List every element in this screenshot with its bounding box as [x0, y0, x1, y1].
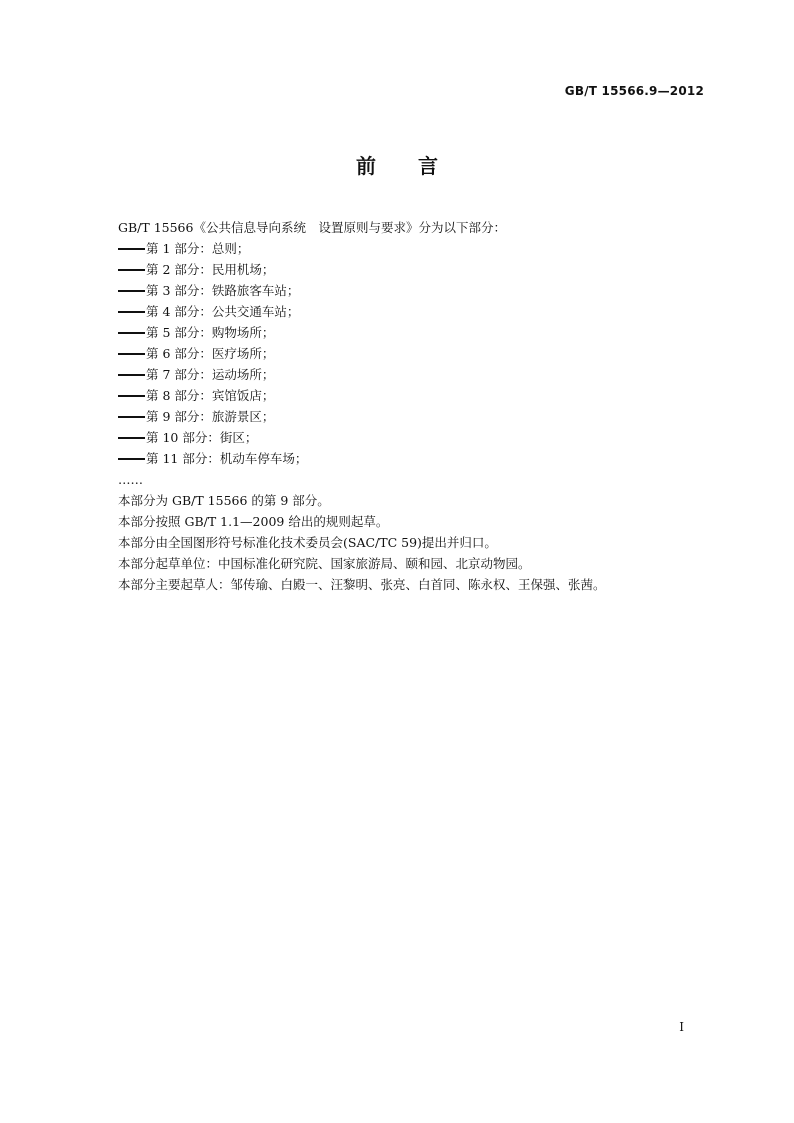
part-label: 第 4 部分：公共交通车站；: [146, 304, 300, 319]
em-dash-mark: [118, 374, 145, 376]
part-item: [118, 448, 718, 469]
part-item: [118, 343, 718, 364]
foreword-body: [118, 217, 718, 595]
part-label: 第 11 部分：机动车停车场；: [146, 451, 308, 466]
part-item: [118, 385, 718, 406]
standard-code: GB/T 15566.9—2012: [564, 84, 704, 98]
paragraph-drafting-units: 本部分起草单位：中国标准化研究院、国家旅游局、颐和园、北京动物园。: [118, 556, 531, 571]
em-dash-mark: [118, 269, 145, 271]
part-item: [118, 427, 718, 448]
page-number: I: [679, 1020, 684, 1034]
ellipsis: ……: [118, 472, 143, 487]
em-dash-mark: [118, 332, 145, 334]
page-title: [0, 150, 794, 179]
paragraph-part-statement: 本部分为 GB/T 15566 的第 9 部分。: [118, 493, 330, 508]
part-item: [118, 406, 718, 427]
em-dash-mark: [118, 458, 145, 460]
em-dash-mark: [118, 395, 145, 397]
part-label: 第 2 部分：民用机场；: [146, 262, 275, 277]
intro-paragraph: GB/T 15566《公共信息导向系统 设置原则与要求》分为以下部分：: [118, 220, 506, 235]
part-label: 第 3 部分：铁路旅客车站；: [146, 283, 300, 298]
paragraph-drafters: 本部分主要起草人：邹传瑜、白殿一、汪黎明、张亮、白首同、陈永权、王保强、张茜。: [118, 577, 606, 592]
part-item: [118, 259, 718, 280]
title-char-1: 前: [356, 154, 376, 178]
paragraph-committee: 本部分由全国图形符号标准化技术委员会(SAC/TC 59)提出并归口。: [118, 535, 497, 550]
paragraph-drafting-rules: 本部分按照 GB/T 1.1—2009 给出的规则起草。: [118, 514, 389, 529]
part-label: 第 7 部分：运动场所；: [146, 367, 275, 382]
em-dash-mark: [118, 248, 145, 250]
em-dash-mark: [118, 290, 145, 292]
part-item: [118, 364, 718, 385]
em-dash-mark: [118, 416, 145, 418]
part-label: 第 1 部分：总则；: [146, 241, 250, 256]
part-item: [118, 238, 718, 259]
part-label: 第 6 部分：医疗场所；: [146, 346, 275, 361]
em-dash-mark: [118, 311, 145, 313]
em-dash-mark: [118, 437, 145, 439]
part-item: [118, 322, 718, 343]
part-label: 第 8 部分：宾馆饭店；: [146, 388, 275, 403]
title-char-2: 言: [418, 154, 438, 178]
part-label: 第 10 部分：街区；: [146, 430, 258, 445]
part-label: 第 9 部分：旅游景区；: [146, 409, 275, 424]
part-label: 第 5 部分：购物场所；: [146, 325, 275, 340]
em-dash-mark: [118, 353, 145, 355]
part-item: [118, 280, 718, 301]
part-item: [118, 301, 718, 322]
